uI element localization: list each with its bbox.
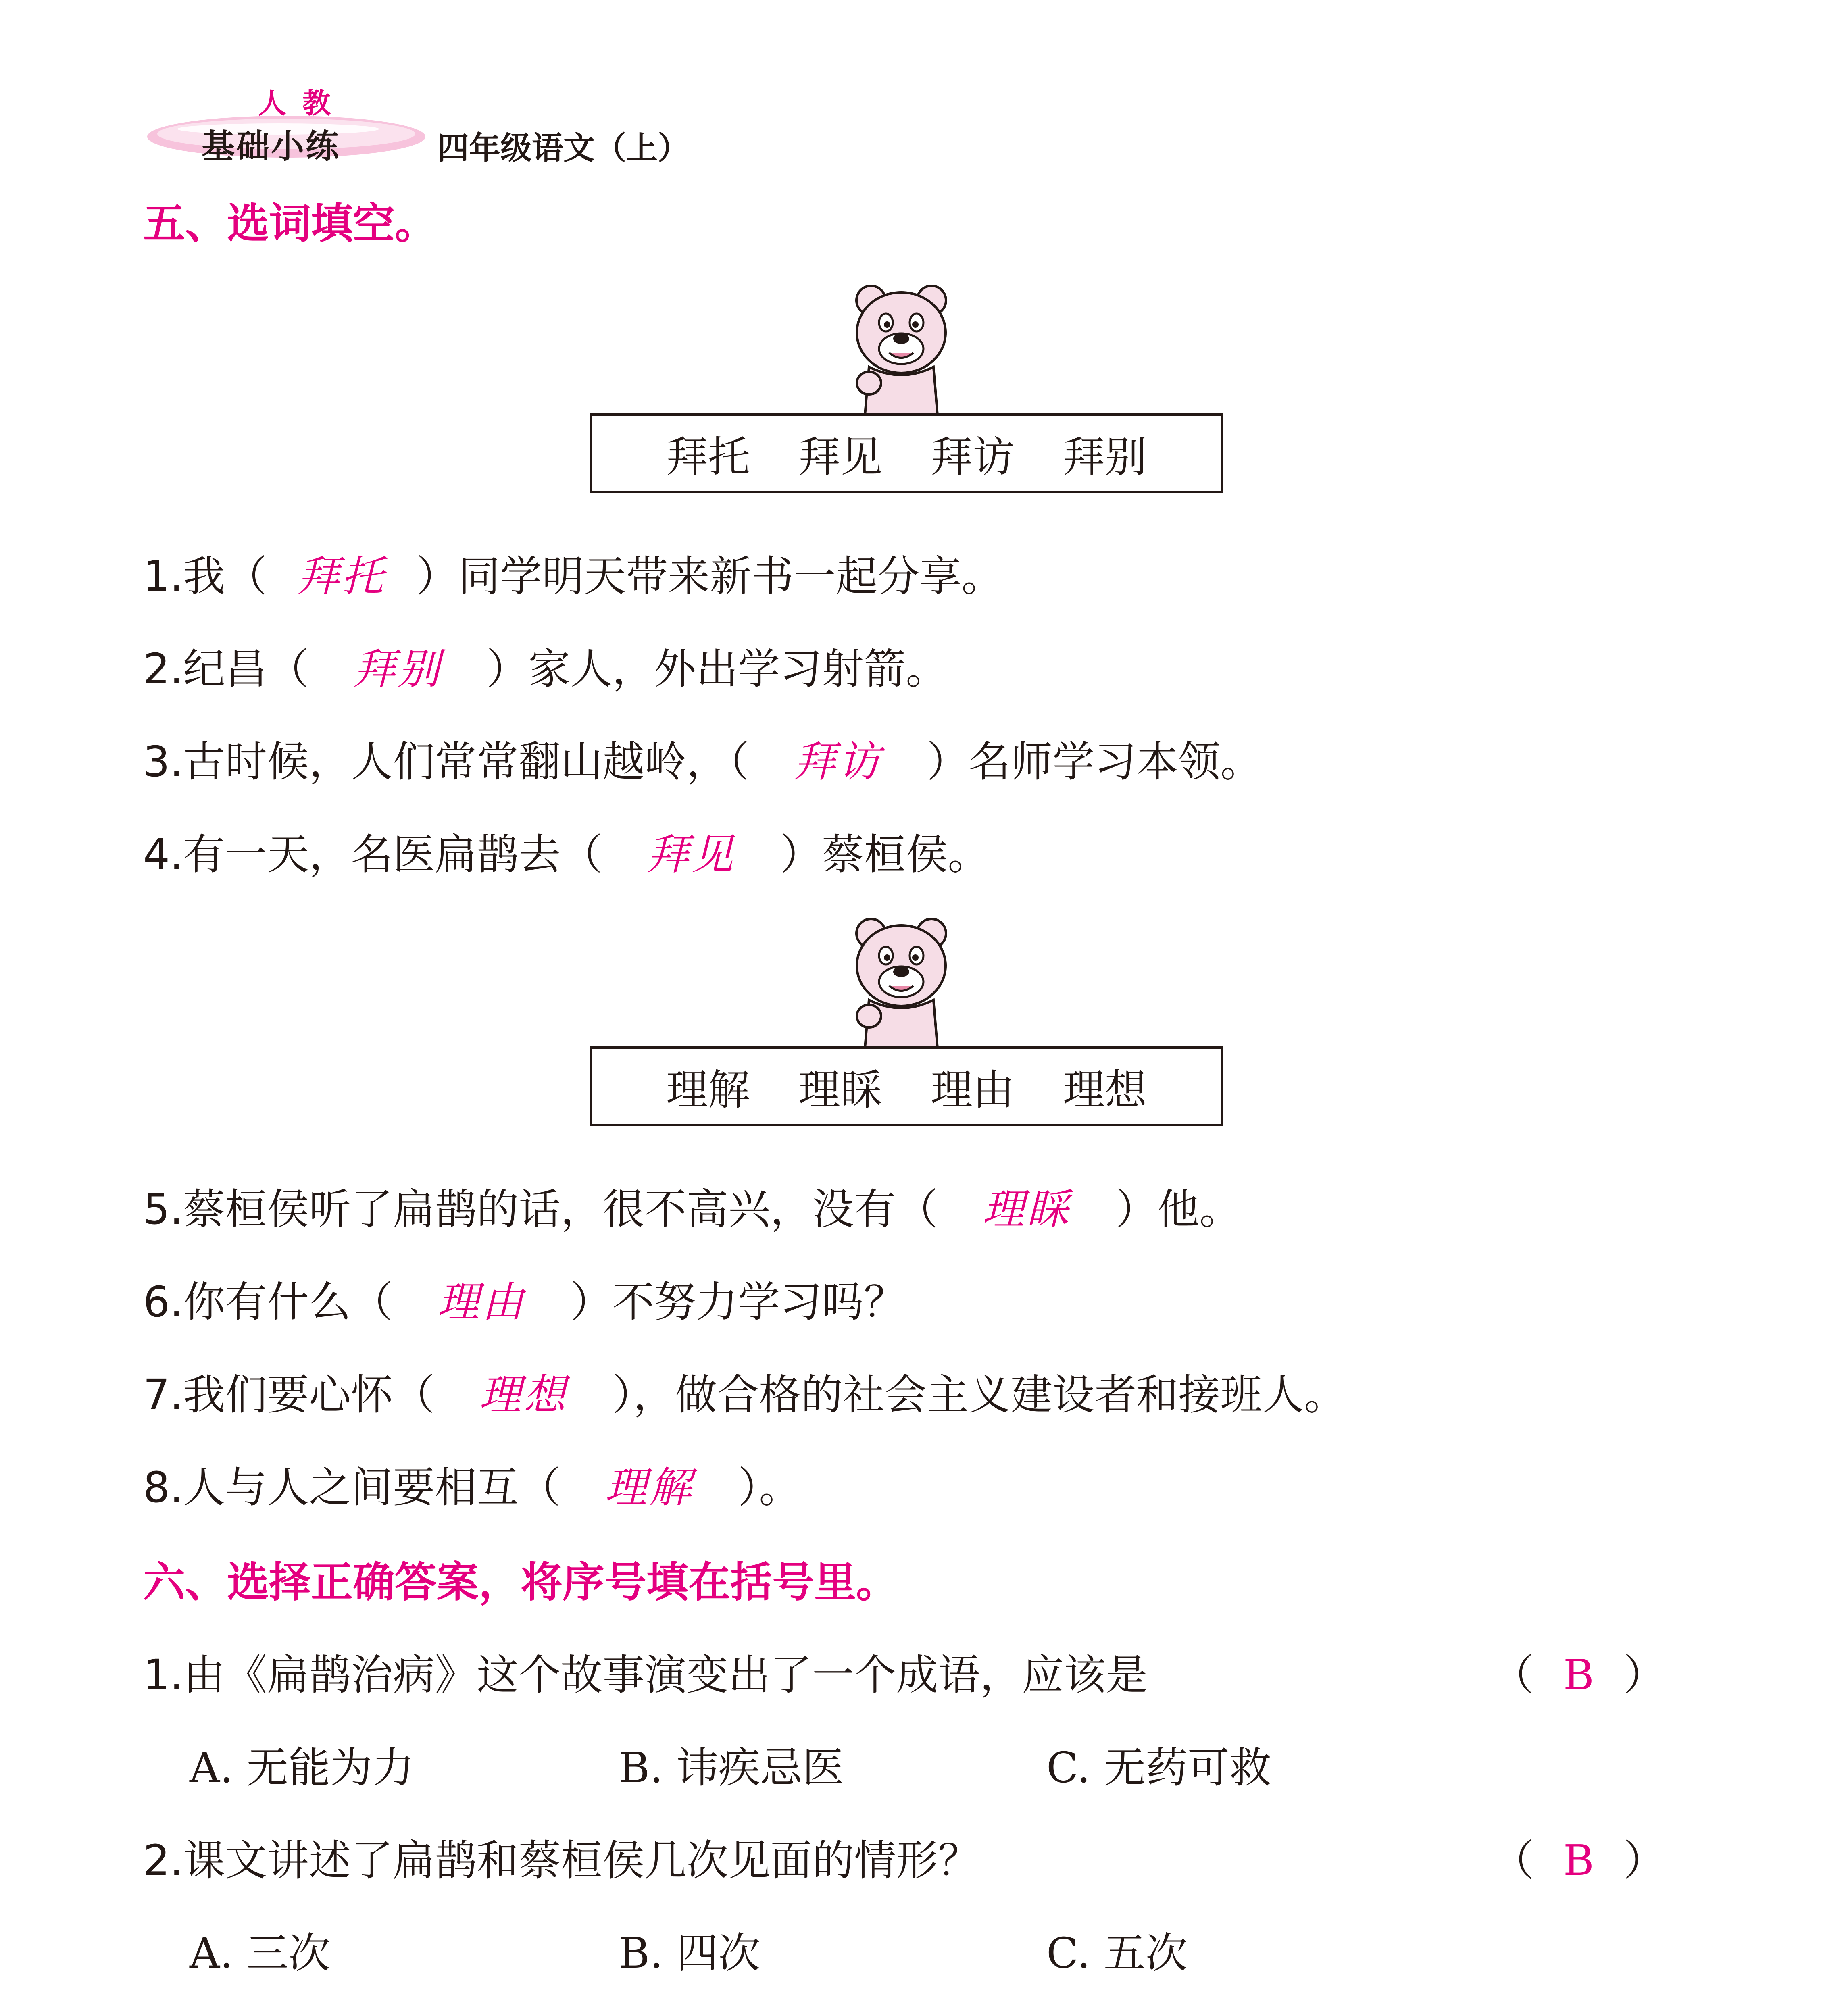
word-option: 拜托	[666, 432, 750, 481]
option-b: B. 讳疾忌医	[619, 1743, 844, 1792]
question-3	[143, 2012, 812, 2016]
fill-item-6: 6. 你有什么（ 理由 ）不努力学习吗？	[143, 1268, 906, 1320]
option-c: C. 无药可救	[1046, 1743, 1271, 1792]
fill-item-8: 8. 人与人之间要相互（ 理解 ）。	[143, 1454, 801, 1506]
publisher-label: 人教	[258, 87, 347, 120]
section-6-title: 六、选择正确答案，将序号填在括号里。	[143, 1558, 898, 1607]
question-1: 1.由《扁鹊治病》这个故事演变出了一个成语，应该是	[143, 1650, 1148, 1699]
answer-paren-3[interactable]	[1492, 2012, 1665, 2016]
question-2: 2.课文讲述了扁鹊和蔡桓侯几次见面的情形？	[143, 1836, 980, 1885]
section-5-title: 五、选词填空。	[143, 199, 437, 248]
answer-letter: B	[1563, 1836, 1594, 1885]
word-option: 拜访	[931, 432, 1015, 481]
option-a: A. 三次	[190, 1929, 331, 1978]
answer-letter: B	[1563, 1650, 1594, 1699]
fill-item-5: 5. 蔡桓侯听了扁鹊的话，很不高兴，没有（ 理睬 ）他。	[143, 1175, 1241, 1228]
answer-blank[interactable]: 拜别	[353, 644, 442, 694]
word-option: 拜见	[798, 432, 882, 481]
word-option: 理想	[1063, 1065, 1147, 1114]
bear-mascot-icon	[841, 915, 962, 1048]
word-box-2	[590, 1046, 1223, 1126]
option-c: C. 五次	[1046, 1929, 1188, 1978]
answer-blank[interactable]: 拜访	[794, 737, 883, 786]
grade-subject: 四年级语文（上）	[438, 130, 690, 167]
answer-paren-1[interactable]: （ B ）	[1492, 1650, 1665, 1699]
fill-item-1: 1. 我（ 拜托 ）同学明天带来新书一起分享。	[143, 542, 1003, 595]
fill-item-7: 7. 我们要心怀（ 理想 ），做合格的社会主义建设者和接班人。	[143, 1361, 1346, 1413]
answer-blank[interactable]: 理想	[479, 1370, 568, 1419]
word-box-1	[590, 413, 1223, 493]
word-option: 理解	[666, 1065, 750, 1114]
word-option: 理由	[931, 1065, 1015, 1114]
option-a: A. 无能为力	[190, 1743, 415, 1792]
fill-item-2: 2. 纪昌（ 拜别 ）家人，外出学习射箭。	[143, 635, 948, 687]
series-title: 基础小练	[202, 127, 341, 166]
answer-blank[interactable]: 理由	[437, 1277, 526, 1327]
answer-blank[interactable]: 拜见	[647, 830, 736, 879]
answer-blank[interactable]: 拜托	[297, 552, 386, 601]
option-b: B. 四次	[619, 1929, 760, 1978]
answer-paren-2[interactable]: （ B ）	[1492, 1836, 1665, 1885]
word-option: 理睬	[798, 1065, 882, 1114]
answer-blank[interactable]: 理解	[605, 1463, 694, 1512]
fill-item-4: 4. 有一天，名医扁鹊去（ 拜见 ）蔡桓侯。	[143, 821, 990, 873]
fill-item-3: 3. 古时候，人们常常翻山越岭，（ 拜访 ）名师学习本领。	[143, 728, 1262, 780]
word-option: 拜别	[1063, 432, 1147, 481]
bear-mascot-icon	[841, 282, 962, 415]
answer-blank[interactable]: 理睬	[982, 1185, 1071, 1234]
